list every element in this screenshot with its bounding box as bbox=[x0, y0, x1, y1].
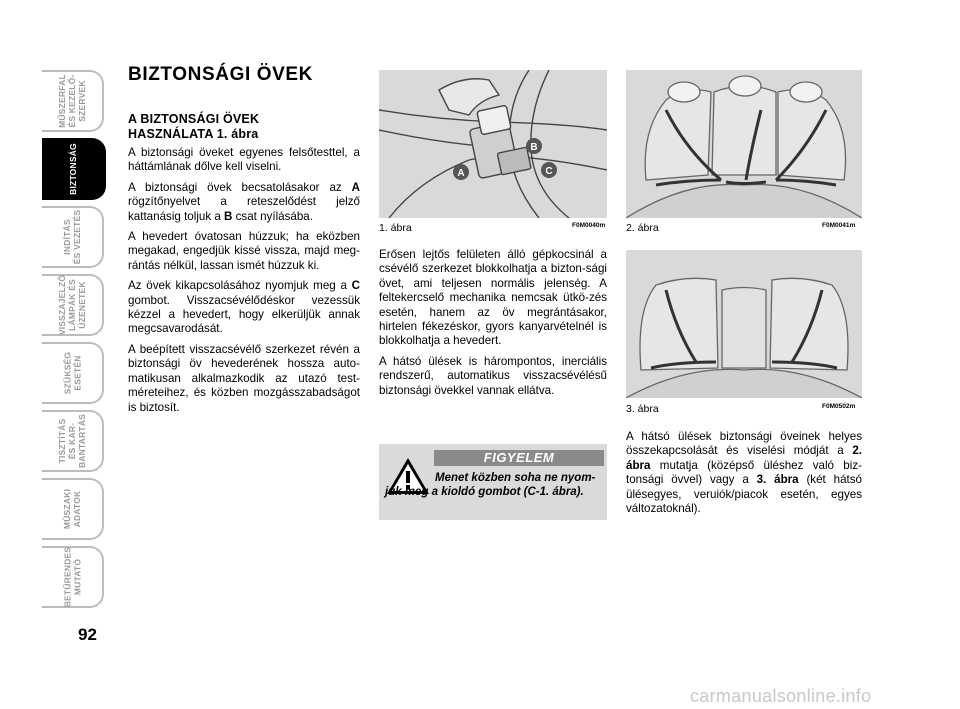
paragraph-reel-lock: Erősen lejtős felületen álló gépkocsinál a csévélő szerkezet blokkolhatja a bizton-sági övet, ami teljesen normális jelenség. A feltekercselő mechanika nemcsak ütkö-zés esetén, hanem az öv megrántásakor, hirtelen fékezéskor, gyors kanyarvételnél is blokkolhatja a hevedert. bbox=[379, 248, 607, 348]
callout-b-label: B bbox=[530, 142, 538, 153]
section-heading-line2: HASZNÁLATA 1. ábra bbox=[128, 127, 259, 141]
tab-label: VISSZAJELZŐ LÁMPÁK ÉS ÜZENETEK bbox=[57, 274, 88, 336]
page-title: BIZTONSÁGI ÖVEK bbox=[128, 64, 313, 85]
warning-heading: FIGYELEM bbox=[434, 450, 604, 466]
text-run: A biztonsági övek becsatolásakor az bbox=[128, 180, 352, 194]
warning-text: Menet közben soha ne nyom-juk meg a kioldó gombot (C-1. ábra). bbox=[385, 472, 596, 498]
tab-label: MŰSZERFAL ÉS KEZELŐ- SZERVEK bbox=[57, 74, 87, 128]
watermark: carmanualsonline.info bbox=[690, 686, 872, 706]
label-a: A bbox=[351, 180, 360, 194]
tab-label: BIZTONSÁG bbox=[67, 143, 78, 195]
figure-1-caption: 1. ábra bbox=[379, 222, 412, 234]
paragraph-rear-usage bbox=[626, 430, 862, 516]
rear-bench-illustration bbox=[626, 250, 862, 398]
tab-label: TISZTÍTÁS ÉS KAR- BANTARTÁS bbox=[57, 413, 87, 469]
text-run: (két hátsó ülésegyes, veruiók/piacok esetén, egyes változatoknál). bbox=[626, 473, 862, 516]
tab-tisztitas[interactable] bbox=[42, 410, 104, 472]
figure-3-caption: 3. ábra bbox=[626, 403, 659, 415]
tab-label: SZÜKSÉG ESETÉN bbox=[62, 351, 82, 395]
tab-label: BETŰRENDES MUTATÓ bbox=[62, 546, 82, 608]
tab-inditas[interactable] bbox=[42, 206, 104, 268]
text-column-1 bbox=[128, 64, 360, 421]
ref-fig-3: 3. ábra bbox=[756, 473, 799, 487]
section-heading-line1: A BIZTONSÁGI ÖVEK bbox=[128, 112, 260, 126]
page-number: 92 bbox=[78, 625, 97, 644]
label-b: B bbox=[224, 209, 233, 223]
callout-a-label: A bbox=[457, 168, 465, 179]
paragraph-rear-belts: A hátsó ülések is hárompontos, inerciális rendszerű, automatikus visszacsévélésű biztonsági övekkel vannak ellátva. bbox=[379, 354, 607, 397]
label-c: C bbox=[351, 279, 360, 293]
paragraph-3: A hevedert óvatosan húzzuk; ha eközben megakad, engedjük kissé vissza, majd meg-rántás nélkül, lassan ismét húzzuk ki. bbox=[128, 230, 360, 272]
text-run: rögzítőnyelvet a reteszelődést jelző kattanásig toljuk a bbox=[128, 195, 360, 223]
tab-muszerfal[interactable] bbox=[42, 70, 104, 132]
callout-c-label: C bbox=[545, 166, 553, 177]
figure-1-seatbelt-buckle bbox=[379, 70, 607, 218]
figure-2-caption: 2. ábra bbox=[626, 222, 659, 234]
text-column-2 bbox=[379, 248, 607, 404]
buckle-illustration bbox=[379, 70, 607, 218]
text-run: Az övek kikapcsolásához nyomjuk meg a bbox=[128, 279, 352, 293]
ref-fig-2: 2. ábra bbox=[626, 444, 862, 472]
tab-label: INDÍTÁS ÉS VEZETÉS bbox=[62, 209, 82, 265]
figure-2-rear-seats-center-belt bbox=[626, 70, 862, 218]
text-run: csat nyílásába. bbox=[232, 209, 313, 223]
paragraph-1: A biztonsági öveket egyenes felsőtesttel, a háttámlának dőlve kell viselni. bbox=[128, 146, 360, 174]
paragraph-5: A beépített visszacsévélő szerkezet révén a biztonsági öv hevederének hossza auto-matikusan alkalmazkodik az utazó test-méreteihez, és közben mozgásszabadságot is biztosít. bbox=[128, 342, 360, 414]
tab-betu[interactable] bbox=[42, 546, 104, 608]
figure-3-rear-seats-two-belts bbox=[626, 250, 862, 398]
tab-visszajelzo[interactable] bbox=[42, 274, 104, 336]
figure-1-code: F0M0040m bbox=[572, 222, 606, 229]
rear-seats-illustration bbox=[626, 70, 862, 218]
paragraph-4 bbox=[128, 279, 360, 337]
text-run: A hátsó ülések biztonsági öveinek helyes összekapcsolását és viselési módját a bbox=[626, 430, 862, 458]
tab-szukseg[interactable] bbox=[42, 342, 104, 404]
text-run: gombot. Visszacsévélődéskor vezessük kézzel a hevedert, hogy elkerüljük annak megcsavarodását. bbox=[128, 293, 360, 336]
warning-box bbox=[379, 444, 607, 520]
tab-muszaki[interactable] bbox=[42, 478, 104, 540]
section-heading bbox=[128, 112, 360, 142]
paragraph-2 bbox=[128, 181, 360, 224]
text-run: mutatja (középső üléshez való biz-tonsági övvel) vagy a bbox=[626, 458, 862, 487]
text-column-3 bbox=[626, 430, 862, 522]
figure-3-code: F0M0502m bbox=[822, 403, 856, 410]
figure-2-code: F0M0041m bbox=[822, 222, 856, 229]
tab-biztonsag[interactable] bbox=[42, 138, 106, 200]
tab-label: MŰSZAKI ADATOK bbox=[62, 488, 82, 530]
